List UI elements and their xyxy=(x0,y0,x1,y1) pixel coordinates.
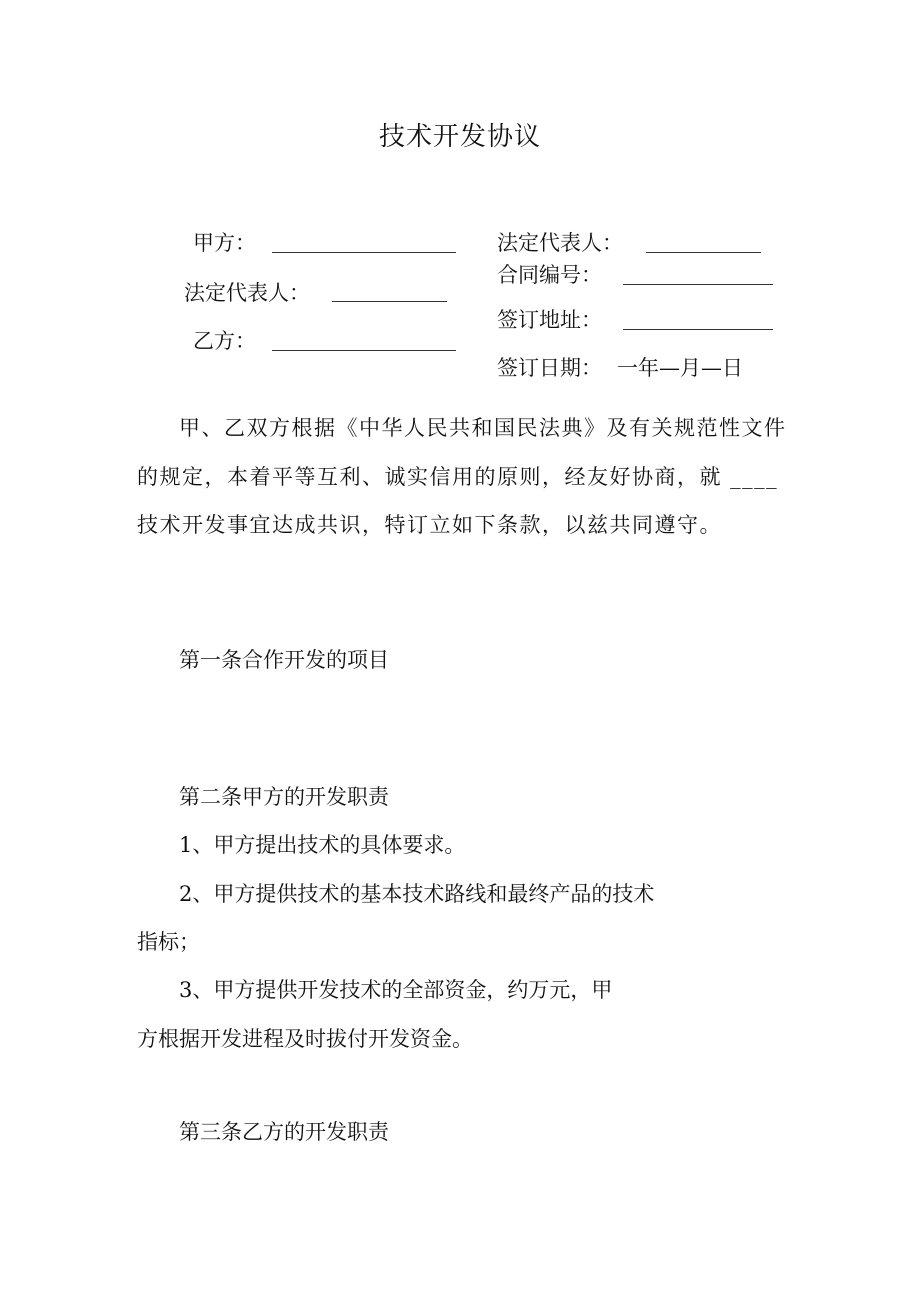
contract-no-blank[interactable] xyxy=(623,284,773,285)
contract-no-label: 合同编号： xyxy=(497,263,602,287)
party-b-rep-blank[interactable] xyxy=(646,252,761,253)
sign-place-blank[interactable] xyxy=(623,329,773,330)
article-2-item-2-line-2: 指标； xyxy=(137,930,200,954)
party-a-rep-blank[interactable] xyxy=(332,301,447,302)
article-2-item-3-line-1: 3、甲方提供开发技术的全部资金，约万元，甲 xyxy=(179,978,613,1002)
article-2-item-3-line-2: 方根据开发进程及时拔付开发资金。 xyxy=(137,1027,473,1051)
sign-date-value: 一年—月—日 xyxy=(617,356,743,380)
document-title: 技术开发协议 xyxy=(378,122,541,152)
party-a-rep-label: 法定代表人： xyxy=(184,281,310,305)
party-b-blank[interactable] xyxy=(272,350,456,351)
party-b-rep-label: 法定代表人： xyxy=(497,231,623,255)
sign-place-label: 签订地址： xyxy=(497,308,602,332)
party-b-label: 乙方： xyxy=(193,329,256,353)
party-a-label: 甲方： xyxy=(193,231,256,255)
sign-date-label: 签订日期： xyxy=(497,356,602,380)
article-2-item-2-line-1: 2、甲方提供技术的基本技术路线和最终产品的技术 xyxy=(179,882,655,906)
article-1-heading: 第一条合作开发的项目 xyxy=(179,648,389,672)
article-2-heading: 第二条甲方的开发职责 xyxy=(179,785,389,809)
preamble-paragraph: 甲、乙双方根据《中华人民共和国民法典》及有关规范性文件的规定，本着平等互利、诚实信用的原则，经友好协商，就 ____技术开发事宜达成共识，特订立如下条款，以兹共同遵守。 xyxy=(137,416,787,537)
article-3-heading: 第三条乙方的开发职责 xyxy=(179,1120,389,1144)
article-2-item-1: 1、甲方提出技术的具体要求。 xyxy=(179,833,466,857)
party-a-blank[interactable] xyxy=(272,252,456,253)
